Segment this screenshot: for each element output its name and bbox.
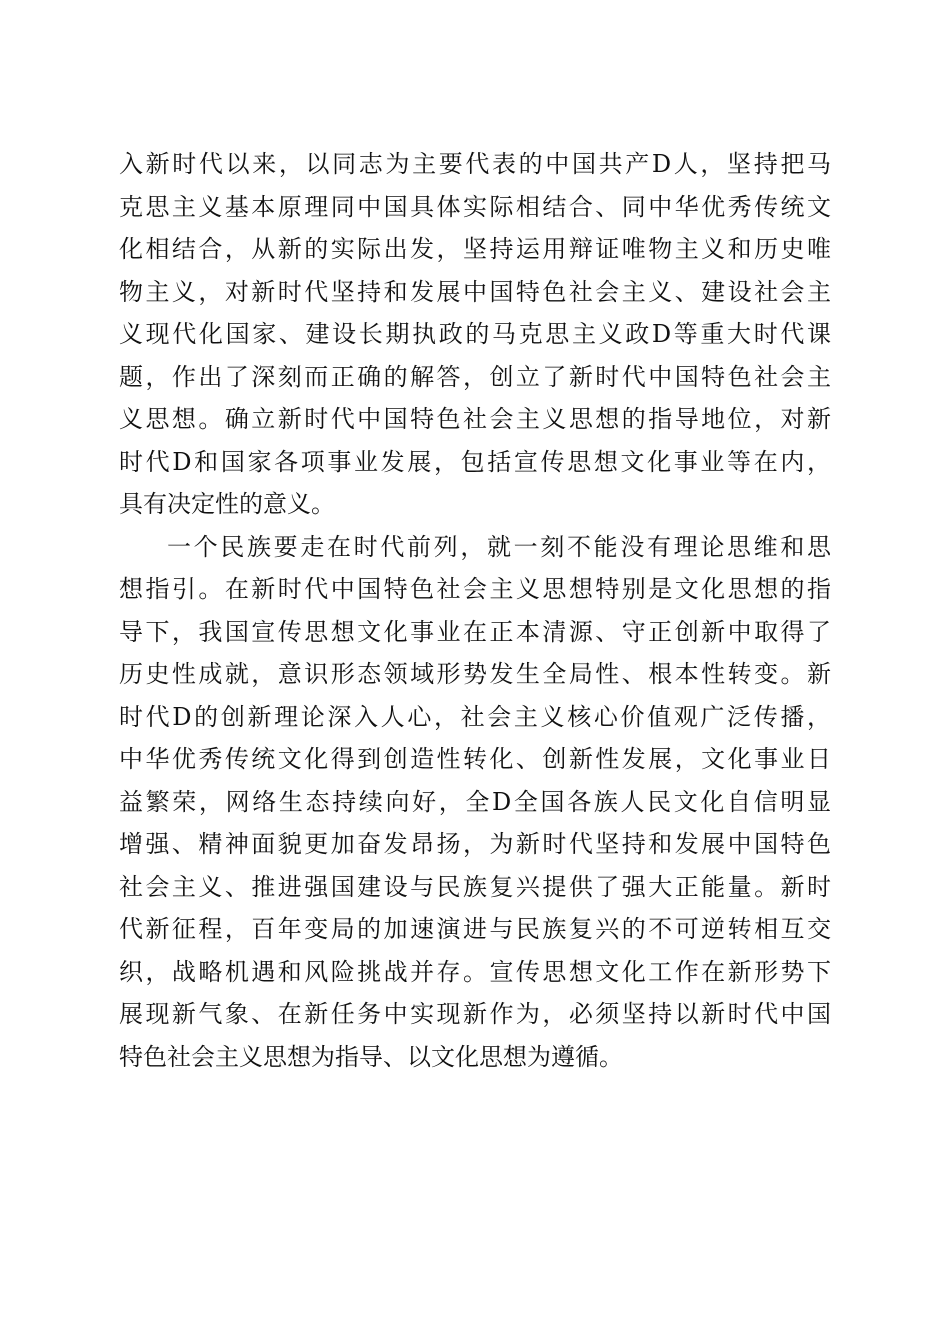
- body-text: [119, 143, 831, 1078]
- text-line: 一个民族要走在时代前列，就一刻不能没有理论思维和思: [167, 532, 831, 561]
- paragraph-1: [119, 143, 831, 526]
- text-line: 导下，我国宣传思想文化事业在正本清源、守正创新中取得了: [119, 617, 831, 646]
- text-line: 题，作出了深刻而正确的解答，创立了新时代中国特色社会主: [119, 362, 831, 391]
- text-line: 具有决定性的意义。: [119, 490, 335, 518]
- text-line: 历史性成就，意识形态领域形势发生全局性、根本性转变。新: [119, 660, 831, 688]
- text-line: 时代D和国家各项事业发展，包括宣传思想文化事业等在内，: [119, 447, 831, 476]
- text-line: 展现新气象、在新任务中实现新作为，必须坚持以新时代中国: [119, 1000, 831, 1028]
- text-line: 代新征程，百年变局的加速演进与民族复兴的不可逆转相互交: [119, 915, 831, 943]
- text-line: 益繁荣，网络生态持续向好，全D全国各族人民文化自信明显: [119, 787, 831, 816]
- text-line: 义现代化国家、建设长期执政的马克思主义政D等重大时代课: [119, 320, 831, 348]
- text-line: 增强、精神面貌更加奋发昂扬，为新时代坚持和发展中国特色: [119, 830, 831, 858]
- text-line: 化相结合，从新的实际出发，坚持运用辩证唯物主义和历史唯: [119, 235, 831, 263]
- text-line: 特色社会主义思想为指导、以文化思想为遵循。: [119, 1042, 623, 1071]
- text-line: 义思想。确立新时代中国特色社会主义思想的指导地位，对新: [119, 405, 831, 433]
- text-line: 织，战略机遇和风险挑战并存。宣传思想文化工作在新形势下: [119, 957, 831, 986]
- paragraph-2: [119, 526, 831, 1079]
- text-line: 社会主义、推进强国建设与民族复兴提供了强大正能量。新时: [119, 872, 831, 901]
- text-line: 入新时代以来，以同志为主要代表的中国共产D人，坚持把马: [119, 150, 831, 178]
- text-line: 时代D的创新理论深入人心，社会主义核心价值观广泛传播，: [119, 702, 831, 731]
- text-line: 克思主义基本原理同中国具体实际相结合、同中华优秀传统文: [119, 192, 831, 221]
- text-line: 物主义，对新时代坚持和发展中国特色社会主义、建设社会主: [119, 277, 831, 306]
- text-line: 想指引。在新时代中国特色社会主义思想特别是文化思想的指: [119, 575, 831, 603]
- text-line: 中华优秀传统文化得到创造性转化、创新性发展，文化事业日: [119, 745, 831, 773]
